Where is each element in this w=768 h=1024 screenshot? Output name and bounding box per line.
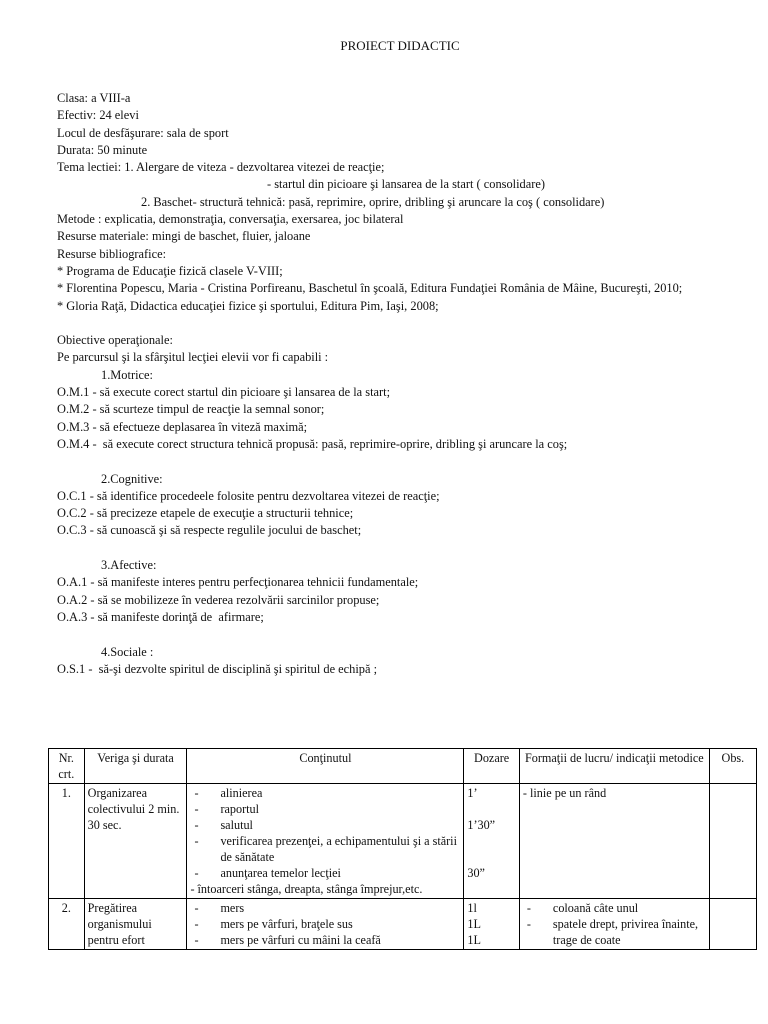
content-item: mers pe vârfuri cu mâini la ceafă <box>220 933 381 947</box>
content-item: salutul <box>220 818 253 832</box>
dozare-value: 30” <box>467 866 485 880</box>
motor-heading: 1.Motrice: <box>101 367 153 382</box>
page-title: PROIECT DIDACTIC <box>340 38 460 53</box>
dozare-value: 1L <box>467 933 481 947</box>
bibliography-heading: Resurse bibliografice: <box>57 246 167 261</box>
row-obs <box>709 899 756 950</box>
row-formatii: - linie pe un rând <box>519 784 709 899</box>
theme-line-1: Tema lectiei: 1. Alergare de viteza - dezvoltarea vitezei de reacţie; <box>57 160 385 175</box>
objective-item: O.M.1 - să execute corect startul din picioare şi lansarea de la start; <box>57 385 391 400</box>
objectives-intro: Pe parcursul şi la sfârşitul lecţiei elevii vor fi capabili : <box>57 350 329 365</box>
lesson-info <box>57 90 757 678</box>
objective-item: O.S.1 - să-şi dezvolte spiritul de disciplină şi spiritul de echipă ; <box>57 661 378 676</box>
objective-item: O.A.2 - să se mobilizeze în vederea rezolvării sarcinilor propuse; <box>57 592 380 607</box>
theme-line-2: 2. Baschet- structură tehnică: pasă, reprimire, oprire, dribling şi aruncare la coş ( consolidare) <box>141 194 605 209</box>
dozare-value: 1l <box>467 901 477 915</box>
row-number: 1. <box>49 784 85 899</box>
row-veriga: Pregătirea organismului pentru efort <box>84 899 187 950</box>
dozare-value: 1L <box>467 917 481 931</box>
header-veriga: Veriga şi durata <box>84 749 187 784</box>
row-content: - mers - mers pe vârfuri, braţele sus - mers pe vârfuri cu mâini la ceafă <box>187 899 464 950</box>
cognitive-heading: 2.Cognitive: <box>101 471 163 486</box>
dozare-value: 1’ <box>467 786 478 800</box>
objective-item: O.M.2 - să scurteze timpul de reacţie la semnal sonor; <box>57 402 325 417</box>
theme-line-1b: - startul din picioare şi lansarea de la start ( consolidare) <box>267 177 545 192</box>
header-nr: Nr. crt. <box>49 749 85 784</box>
row-dozare <box>464 899 520 950</box>
row-content: - alinierea - raportul - salutul - verificarea prezenţei, a echipamentului şi a stării de sănătate - anunţarea temelor lecţiei - întoarceri stânga, dreapta, stânga împrejur,etc. <box>187 784 464 899</box>
materials-line: Resurse materiale: mingi de baschet, fluier, jaloane <box>57 229 311 244</box>
content-item: raportul <box>220 802 260 816</box>
content-item: mers pe vârfuri, braţele sus <box>220 917 353 931</box>
objectives-heading: Obiective operaţionale: <box>57 333 173 348</box>
header-dozare: Dozare <box>464 749 520 784</box>
content-item: verificarea prezenţei, a echipamentului şi a stării de sănătate <box>220 834 457 864</box>
dozare-value <box>467 833 516 849</box>
class-line: Clasa: a VIII-a <box>57 91 131 105</box>
dozare-value <box>467 801 516 817</box>
table-header-row <box>49 749 757 784</box>
content-extra: - întoarceri stânga, dreapta, stânga împrejur,etc. <box>190 882 423 896</box>
objective-item: O.A.3 - să manifeste dorinţă de afirmare; <box>57 609 264 624</box>
row-number: 2. <box>49 899 85 950</box>
header-obs: Obs. <box>709 749 756 784</box>
row-veriga: Organizarea colectivului 2 min. 30 sec. <box>84 784 187 899</box>
location-line: Locul de desfăşurare: sala de sport <box>57 125 229 140</box>
formatii-item: coloană câte unul <box>552 901 639 915</box>
dozare-value <box>467 849 516 865</box>
content-item: mers <box>220 901 245 915</box>
content-item: anunţarea temelor lecţiei <box>220 866 341 880</box>
bibliography-item: * Gloria Raţă, Didactica educaţiei fizice şi sportului, Editura Pim, Iaşi, 2008; <box>57 298 439 313</box>
header-formatii: Formaţii de lucru/ indicaţii metodice <box>519 749 709 784</box>
bibliography-item: * Programa de Educaţie fizică clasele V-VIII; <box>57 263 283 278</box>
objective-item: O.C.1 - să identifice procedeele folosite pentru dezvoltarea vitezei de reacţie; <box>57 488 440 503</box>
affective-heading: 3.Afective: <box>101 558 157 573</box>
row-obs <box>709 784 756 899</box>
social-heading: 4.Sociale : <box>101 644 154 659</box>
objective-item: O.A.1 - să manifeste interes pentru perfecţionarea tehnicii fundamentale; <box>57 575 419 590</box>
bibliography-item: * Florentina Popescu, Maria - Cristina Porfireanu, Baschetul în şcoală, Editura Fundaţiei România de Mâine, Bucureşti, 2010; <box>57 281 683 296</box>
content-item: alinierea <box>220 786 263 800</box>
students-line: Efectiv: 24 elevi <box>57 108 139 123</box>
objective-item: O.M.4 - să execute corect structura tehnică propusă: pasă, reprimire-oprire, dribling şi aruncare la coş; <box>57 436 568 451</box>
table-row <box>49 784 757 899</box>
row-formatii: - coloană câte unul - spatele drept, privirea înainte, trage de coate <box>519 899 709 950</box>
duration-line: Durata: 50 minute <box>57 142 148 157</box>
methods-line: Metode : explicatia, demonstraţia, conversaţia, exersarea, joc bilateral <box>57 212 404 227</box>
objective-item: O.M.3 - să efectueze deplasarea în viteză maximă; <box>57 419 308 434</box>
dozare-value: 1’30” <box>467 818 496 832</box>
formatii-item: spatele drept, privirea înainte, trage de coate <box>552 917 699 947</box>
objective-item: O.C.3 - să cunoască şi să respecte regulile jocului de baschet; <box>57 523 362 538</box>
objective-item: O.C.2 - să precizeze etapele de execuţie a structurii tehnice; <box>57 506 354 521</box>
header-continut: Conţinutul <box>187 749 464 784</box>
row-dozare <box>464 784 520 899</box>
lesson-table <box>48 748 757 950</box>
table-row <box>49 899 757 950</box>
